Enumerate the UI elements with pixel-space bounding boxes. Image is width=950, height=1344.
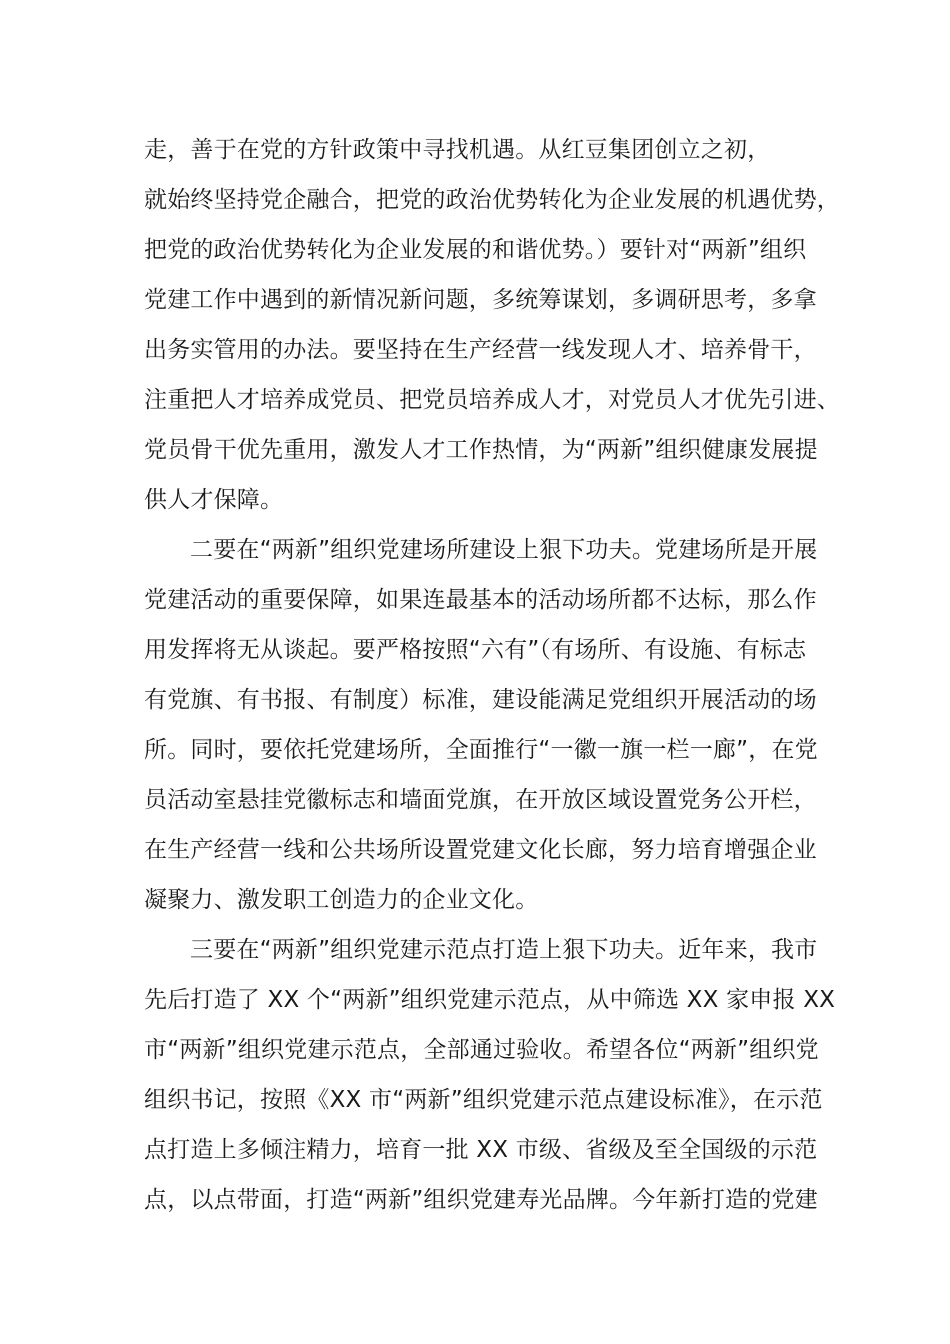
text-line: 先后打造了 XX 个“两新”组织党建示范点，从中筛选 XX 家申报 XX	[144, 987, 836, 1013]
text-line: 把党的政治优势转化为企业发展的和谐优势。）要针对“两新”组织	[144, 237, 807, 263]
text-line: 凝聚力、激发职工创造力的企业文化。	[144, 887, 539, 913]
text-line: 组织书记，按照《XX 市“两新”组织党建示范点建设标准》，在示范	[144, 1087, 823, 1113]
text-line: 注重把人才培养成党员、把党员培养成人才，对党员人才优先引进、	[144, 387, 840, 413]
text-line: 有党旗、有书报、有制度）标准，建设能满足党组织开展活动的场	[144, 687, 817, 713]
text-line: 点，以点带面，打造“两新”组织党建寿光品牌。今年新打造的党建	[144, 1187, 818, 1213]
text-line: 市“两新”组织党建示范点，全部通过验收。希望各位“两新”组织党	[144, 1037, 819, 1063]
text-line: 点打造上多倾注精力，培育一批 XX 市级、省级及至全国级的示范	[144, 1137, 818, 1163]
text-line: 出务实管用的办法。要坚持在生产经营一线发现人才、培养骨干，	[144, 337, 817, 363]
text-line: 员活动室悬挂党徽标志和墙面党旗，在开放区域设置党务公开栏，	[144, 787, 817, 813]
text-line: 在生产经营一线和公共场所设置党建文化长廊，努力培育增强企业	[144, 837, 817, 863]
text-line: 所。同时，要依托党建场所，全面推行“一徽一旗一栏一廊”，在党	[144, 737, 818, 763]
text-line: 供人才保障。	[144, 487, 284, 513]
paragraph-start-line: 二要在“两新”组织党建场所建设上狠下功夫。党建场所是开展	[190, 537, 818, 563]
text-line: 党员骨干优先重用，激发人才工作热情，为“两新”组织健康发展提	[144, 437, 818, 463]
text-line: 用发挥将无从谈起。要严格按照“六有”（有场所、有设施、有标志	[144, 637, 807, 663]
paragraph-start-line: 三要在“两新”组织党建示范点打造上狠下功夫。近年来，我市	[190, 937, 818, 963]
text-line: 党建活动的重要保障，如果连最基本的活动场所都不达标，那么作	[144, 587, 817, 613]
text-line: 就始终坚持党企融合，把党的政治优势转化为企业发展的机遇优势，	[144, 187, 840, 213]
text-line: 党建工作中遇到的新情况新问题，多统筹谋划，多调研思考，多拿	[144, 287, 817, 313]
text-line: 走，善于在党的方针政策中寻找机遇。从红豆集团创立之初，	[144, 137, 771, 163]
